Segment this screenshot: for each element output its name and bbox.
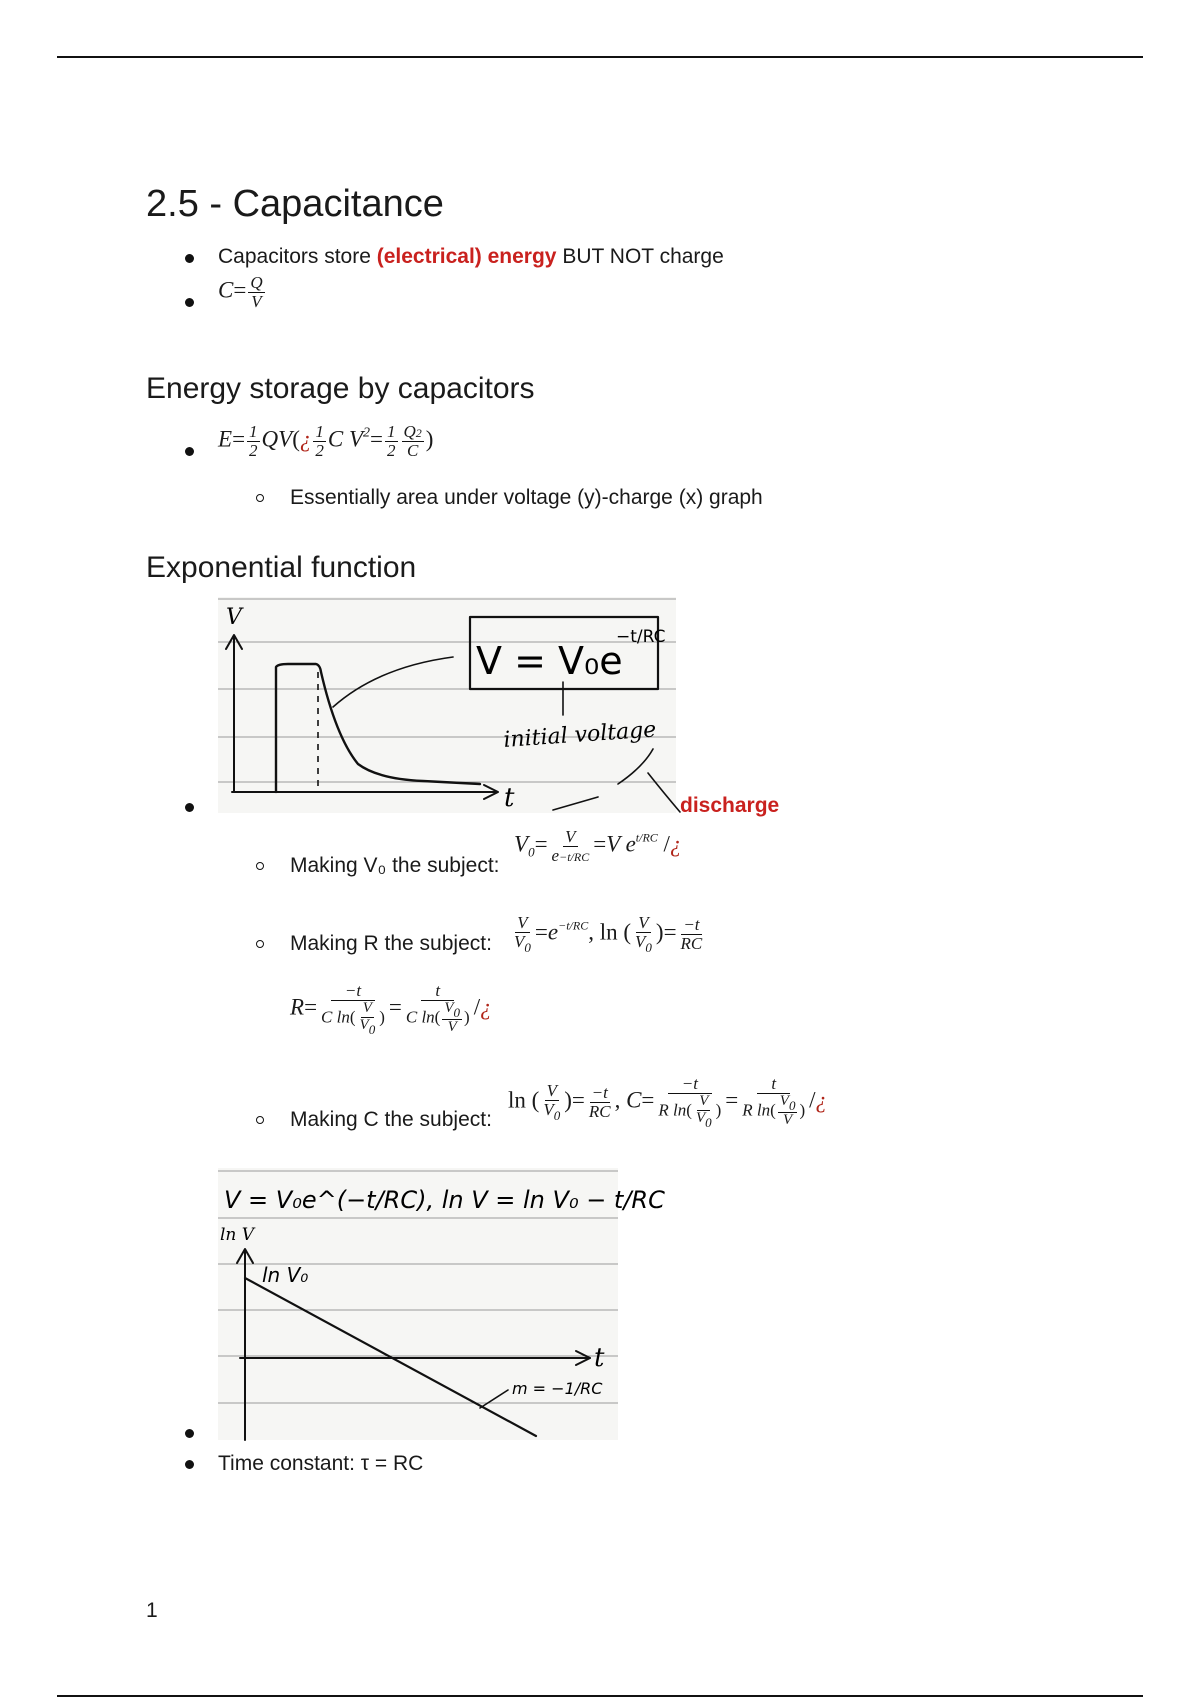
pointer-line bbox=[333, 657, 453, 707]
bullet-icon bbox=[185, 1429, 194, 1438]
bullet-icon bbox=[185, 254, 194, 263]
bullet-icon bbox=[185, 298, 194, 307]
circle-bullet-icon bbox=[256, 862, 264, 870]
equation-exponent: −t/RC bbox=[616, 627, 666, 647]
c-subject-label: Making C the subject: bbox=[290, 1108, 492, 1131]
r-subject-label: Making R the subject: bbox=[290, 932, 492, 955]
energy-sub-bullet: Essentially area under voltage (y)-charge (x) graph bbox=[290, 486, 763, 509]
v0-formula: $V_0=$ $\frac{V}{e-t/RC}$ =V $e^{t/RC}$ /¿ bbox=[514, 827, 682, 865]
r-formula-line2: R= −t C ln( $\frac{V}{V0}$ ) = t C ln( $\frac{V0}{V}$ ) /¿ bbox=[290, 981, 492, 1037]
axis-label-v: V bbox=[226, 605, 242, 630]
equation-text: V = V₀e bbox=[476, 639, 623, 683]
axis-label-t: t bbox=[594, 1343, 605, 1373]
circle-bullet-icon bbox=[256, 940, 264, 948]
initial-voltage-annotation: initial voltage bbox=[502, 717, 658, 753]
r-formula-line1: $\frac{V}{V_0}$ $=e^{-t/RC}$, ln ( $\frac{V}{V_0}$ )= $\frac{-t}{RC}$ bbox=[514, 913, 703, 955]
bullet-icon bbox=[185, 803, 194, 812]
time-constant: Time constant: τ = RC bbox=[218, 1452, 424, 1475]
bullet-icon bbox=[185, 1460, 194, 1469]
top-rule bbox=[57, 56, 1143, 58]
page-number: 1 bbox=[146, 1599, 158, 1622]
log-equation-text: V = V₀e^(−t/RC), ln V = ln V₀ − t/RC bbox=[224, 1186, 665, 1214]
pulse-and-decay-curve bbox=[276, 664, 480, 792]
c-formula: ln ( $\frac{V}{V_0}$ )= $\frac{-t}{RC}$ , C= −t R ln( $\frac{V}{V0}$ ) = t R ln( $\frac{V0}{V}$ ) /¿ bbox=[508, 1074, 828, 1130]
log-graph bbox=[218, 1168, 665, 1440]
page-title: 2.5 - Capacitance bbox=[146, 183, 444, 225]
discharge-graph bbox=[218, 597, 676, 813]
bullet-icon bbox=[185, 447, 194, 456]
intro-bullet-text: Capacitors store (electrical) energy BUT NOT charge bbox=[218, 245, 724, 268]
axis-label-t: t bbox=[504, 783, 515, 813]
gradient-label: m = −1/RC bbox=[512, 1379, 603, 1398]
gradient-pointer bbox=[480, 1390, 508, 1408]
exponential-heading: Exponential function bbox=[146, 551, 417, 584]
circle-bullet-icon bbox=[256, 1116, 264, 1124]
energy-highlight: (electrical) energy bbox=[376, 245, 557, 268]
capacitance-formula: C= $\frac{Q}{V}$ bbox=[218, 273, 263, 311]
circle-bullet-icon bbox=[256, 494, 264, 502]
axis-label-lnv: ln V bbox=[220, 1225, 255, 1245]
energy-formula: E= $\frac{1}{2}$ QV(¿ $\frac{1}{2}$ C $V^2=$ $\frac{1}{2}$ $\frac{Q2}{C}$ ) bbox=[218, 422, 434, 460]
notebook-lines bbox=[218, 599, 676, 782]
discharge-stroke bbox=[553, 749, 680, 812]
bottom-rule bbox=[57, 1695, 1143, 1697]
intercept-label: ln V₀ bbox=[262, 1263, 309, 1287]
v0-subject-label: Making V₀ the subject: bbox=[290, 854, 500, 877]
discharge-caption: discharge bbox=[680, 794, 780, 817]
energy-heading: Energy storage by capacitors bbox=[146, 372, 535, 405]
